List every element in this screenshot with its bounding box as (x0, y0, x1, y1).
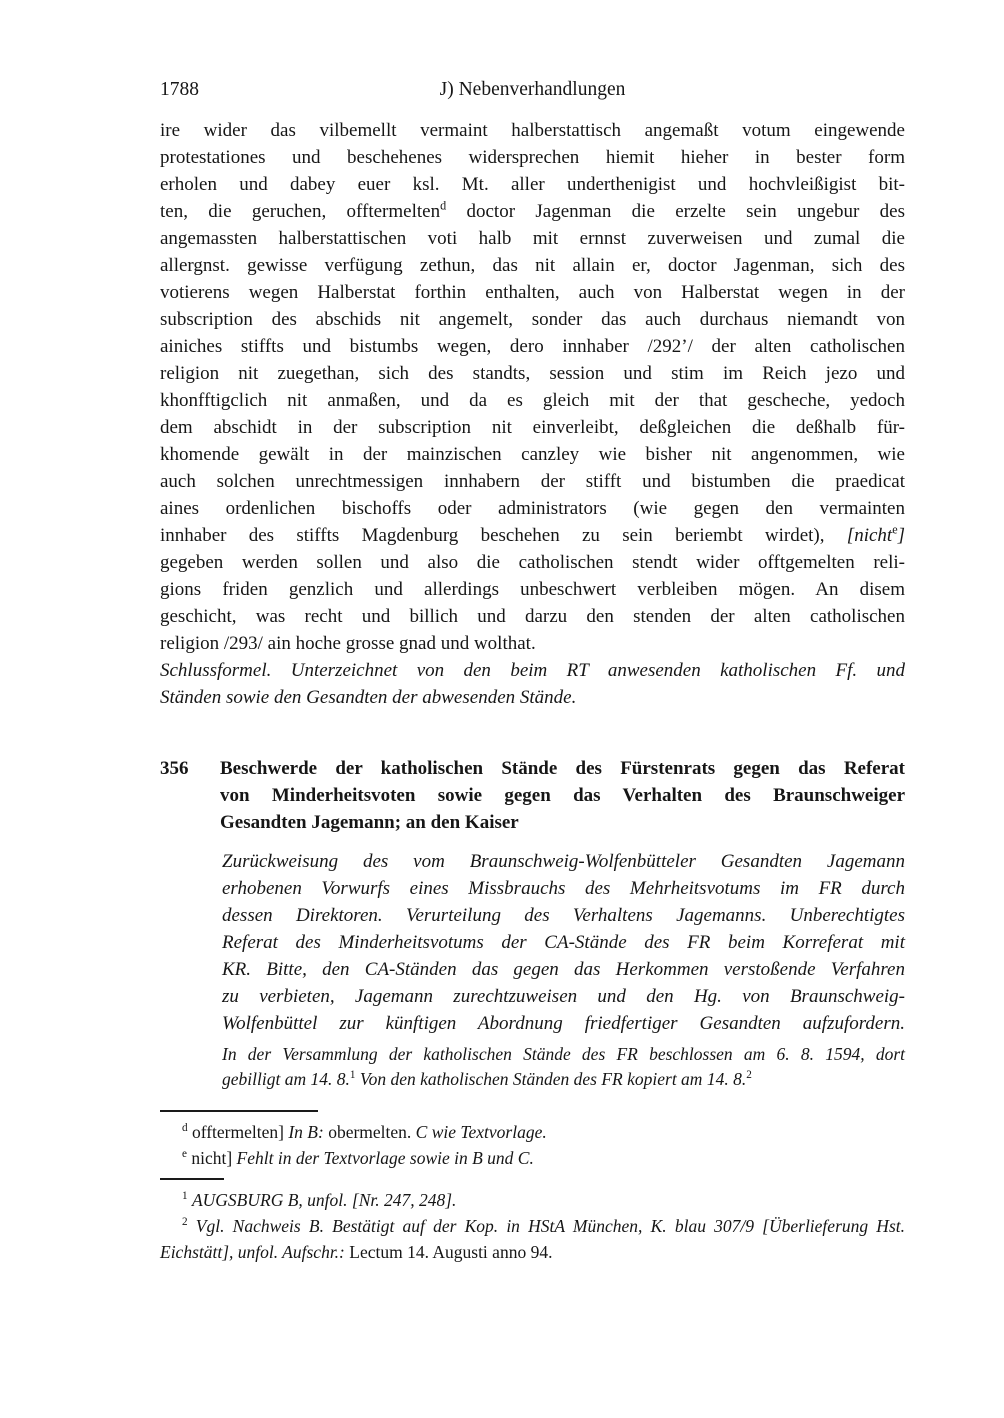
body-line: erholen und dabey euer ksl. Mt. aller underthenigist und hochvleißigist bit- (160, 174, 905, 195)
footnote-text: offtermelten] In B: obermelten. C wie Textvorlage. (191, 1122, 547, 1142)
body-line: votierens wegen Halberstat forthin enthalten, auch von Halberstat wegen in der (160, 282, 905, 303)
summary-line: Wolfenbüttel zur künftigen Abordnung friedfertiger Gesandten aufzufordern. (222, 1013, 905, 1034)
body-line: religion nit zuegethan, sich des standts, session und stim im Reich jezo und (160, 363, 905, 384)
body-line: ire wider das vilbemellt vermaint halberstattisch angemaßt votum eingewende (160, 120, 905, 141)
footnote-mark: 2 (182, 1216, 188, 1229)
body-line: protestationes und beschehenes widersprechen hiemit hieher in bester form (160, 147, 905, 168)
running-head: J) Nebenverhandlungen (439, 79, 626, 100)
footnote-item (160, 1145, 905, 1171)
footnote-mark: e (182, 1148, 187, 1161)
body-line: dem abschidt in der subscription nit einverleibt, deßgleichen die deßhalb für- (160, 417, 905, 438)
body-line: ainiches stiffts und bistumbs wegen, dero innhaber /292’/ der alten catholischen (160, 336, 905, 357)
page-number: 1788 (160, 79, 199, 100)
body-line: allergnst. gewisse verfügung zethun, das nit allain er, doctor Jagenman, sich des (160, 255, 905, 276)
footnote-text: AUGSBURG B, unfol. [Nr. 247, 248]. (191, 1190, 457, 1210)
note-line: In der Versammlung der katholischen Stände des FR beschlossen am 6. 8. 1594, dort (222, 1044, 905, 1064)
footnote-item (160, 1119, 905, 1145)
section-356 (160, 755, 905, 836)
body-line: geschicht, was recht und billich und darzu den stenden der alten catholischen (160, 606, 905, 627)
footnote-mark: 1 (182, 1190, 188, 1203)
body-line: gegeben werden sollen und also die catholischen stendt wider offtgemelten reli- (160, 552, 905, 573)
footnote-mark: d (182, 1122, 188, 1135)
body-line: ten, die geruchen, offtermelten$^d$ doctor Jagenman die erzelte sein ungebur des (160, 198, 905, 222)
summary-line: erhobenen Vorwurfs eines Missbrauchs des Mehrheitsvotums im FR durch (222, 878, 905, 899)
note-line: gebilligt am 14. 8.$^1$ Von den katholischen Ständen des FR kopiert am 14. 8.$^2$ (222, 1069, 752, 1089)
footnote-text: nicht] Fehlt in der Textvorlage sowie in B und C. (191, 1148, 534, 1168)
body-line: subscription des abschids nit angemelt, sonder das auch durchaus niemandt von (160, 309, 905, 330)
summary-line: zu verbieten, Jagemann zurechtzuweisen und den Hg. von Braunschweig- (222, 986, 905, 1007)
closing-formula (160, 657, 905, 711)
closing-line: Schlussformel. Unterzeichnet von den beim RT anwesenden katholischen Ff. und (160, 660, 905, 681)
footnotes-textual (160, 1119, 905, 1171)
body-line: religion /293/ ain hoche grosse gnad und wolthat. (160, 633, 536, 654)
section-title-line: Beschwerde der katholischen Stände des Fürstenrats gegen das Referat (220, 758, 905, 779)
footnote-item (160, 1187, 905, 1213)
closing-line: Ständen sowie den Gesandten der abwesenden Stände. (160, 687, 577, 708)
body-line: auch solchen unrechtmessigen innhabern der stifft und bistumben die praedicat (160, 471, 905, 492)
section-title-line: Gesandten Jagemann; an den Kaiser (220, 812, 519, 833)
body-line: khomende gewält in der mainzischen canzley wie bisher nit angenommen, wie (160, 444, 905, 465)
body-line: aines ordenlichen bischoffs oder administrators (wie gegen den vermainten (160, 498, 905, 519)
body-line: gions friden genzlich und allerdings unbeschwert verbleiben mögen. An disem (160, 579, 905, 600)
body-line: angemassten halberstattischen voti halb mit ernnst zuverweisen und zumal die (160, 228, 905, 249)
footnote-text: Vgl. Nachweis B. Bestätigt auf der Kop. in HStA München, K. blau 307/9 [Überlieferung Hst. Eichstätt], unfol. Aufschr.: Lectum 14. Augusti anno 94. (160, 1216, 905, 1262)
section-title-line: von Minderheitsvoten sowie gegen das Verhalten des Braunschweiger (220, 785, 905, 806)
section-number: 356 (160, 758, 189, 779)
footnote-item (160, 1213, 905, 1265)
summary-line: dessen Direktoren. Verurteilung des Verhaltens Jagemanns. Unberechtigtes (222, 905, 905, 926)
summary-line: KR. Bitte, den CA-Ständen das gegen das Herkommen verstoßende Verfahren (222, 959, 905, 980)
section-title (220, 755, 905, 836)
body-line: khonfftigclich nit anmaßen, und da es gleich mit der that gescheche, yedoch (160, 390, 905, 411)
summary-line: Referat des Minderheitsvotums der CA-Stände des FR beim Korreferat mit (222, 932, 905, 953)
summary-line: Zurückweisung des vom Braunschweig-Wolfenbütteler Gesandten Jagemann (222, 851, 905, 872)
body-line: innhaber des stiffts Magdenburg beschehen zu sein beriembt wirdet), [nicht$^e$] (160, 522, 905, 546)
footnote-rule-textual (160, 1110, 318, 1112)
page-header (160, 76, 905, 103)
footnotes-reference (160, 1187, 905, 1265)
body-paragraph (160, 117, 905, 657)
section-summary (222, 848, 905, 1037)
footnote-rule-reference (160, 1178, 224, 1180)
archival-note (222, 1042, 905, 1092)
